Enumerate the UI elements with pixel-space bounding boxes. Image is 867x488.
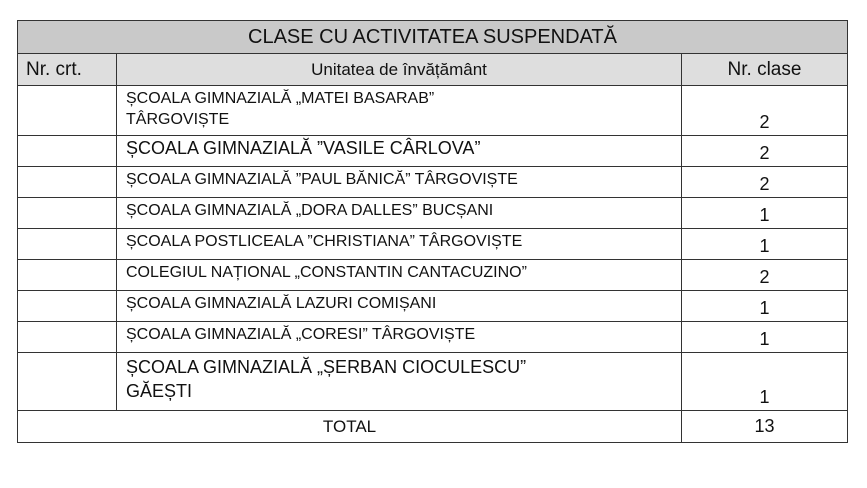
- table-row: [18, 198, 848, 229]
- unit-name-line2: TÂRGOVIȘTE: [126, 111, 230, 128]
- row-number: [18, 353, 117, 411]
- unit-name: ȘCOALA GIMNAZIALĂ LAZURI COMIȘANI: [117, 291, 682, 322]
- row-number: [18, 167, 117, 198]
- class-count: 1: [682, 322, 848, 353]
- class-count: 2: [682, 136, 848, 167]
- table-row: [18, 86, 848, 136]
- table-row: [18, 136, 848, 167]
- header-classes: Nr. clase: [682, 54, 848, 86]
- table-row: [18, 167, 848, 198]
- row-number: [18, 260, 117, 291]
- row-number: [18, 229, 117, 260]
- header-nr-crt: Nr. crt.: [18, 54, 117, 86]
- unit-name-line2: GĂEȘTI: [126, 381, 193, 401]
- unit-name: [117, 86, 682, 136]
- row-number: [18, 136, 117, 167]
- table-title-row: [18, 21, 848, 54]
- row-number: [18, 86, 117, 136]
- unit-name: [117, 353, 682, 411]
- class-count: 2: [682, 86, 848, 136]
- row-number: [18, 198, 117, 229]
- table-row: [18, 260, 848, 291]
- header-unit: Unitatea de învățământ: [117, 54, 682, 86]
- class-count: 1: [682, 198, 848, 229]
- class-count: 1: [682, 229, 848, 260]
- row-number: [18, 291, 117, 322]
- class-count: 1: [682, 353, 848, 411]
- table-row: [18, 229, 848, 260]
- table-title: CLASE CU ACTIVITATEA SUSPENDATĂ: [18, 21, 848, 54]
- unit-name: COLEGIUL NAȚIONAL „CONSTANTIN CANTACUZINO”: [117, 260, 682, 291]
- total-value: 13: [682, 411, 848, 443]
- unit-name-line1: ȘCOALA GIMNAZIALĂ „ȘERBAN CIOCULESCU”: [126, 357, 527, 377]
- table-row: [18, 291, 848, 322]
- unit-name: ȘCOALA GIMNAZIALĂ „CORESI” TÂRGOVIȘTE: [117, 322, 682, 353]
- row-number: [18, 322, 117, 353]
- table-row: [18, 322, 848, 353]
- unit-name: ȘCOALA GIMNAZIALĂ „DORA DALLES” BUCȘANI: [117, 198, 682, 229]
- suspended-classes-table: [17, 20, 848, 443]
- total-label: TOTAL: [18, 411, 682, 443]
- unit-name: ȘCOALA GIMNAZIALĂ ”PAUL BĂNICĂ” TÂRGOVIȘTE: [117, 167, 682, 198]
- unit-name: ȘCOALA GIMNAZIALĂ ”VASILE CÂRLOVA”: [117, 136, 682, 167]
- table-row: [18, 353, 848, 411]
- class-count: 2: [682, 167, 848, 198]
- total-row: [18, 411, 848, 443]
- class-count: 2: [682, 260, 848, 291]
- class-count: 1: [682, 291, 848, 322]
- unit-name: ȘCOALA POSTLICEALA ”CHRISTIANA” TÂRGOVIȘTE: [117, 229, 682, 260]
- unit-name-line1: ȘCOALA GIMNAZIALĂ „MATEI BASARAB”: [126, 90, 435, 107]
- table-header-row: [18, 54, 848, 86]
